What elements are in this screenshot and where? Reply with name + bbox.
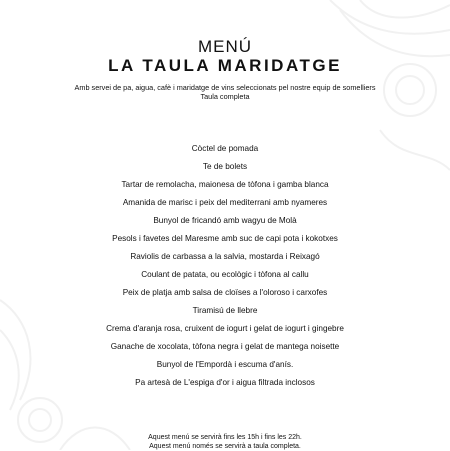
dish-item: Tartar de remolacha, maionesa de tòfona i gamba blanca <box>0 178 450 196</box>
footer-note: Aquest menú només se servirà a taula completa. <box>0 443 450 451</box>
footer-note: Aquest menú se servirà fins les 15h i fins les 22h. <box>0 434 450 443</box>
dish-item: Bunyol de l'Empordà i escuma d'anís. <box>0 358 450 376</box>
dish-item: Coulant de patata, ou ecològic i tòfona al callu <box>0 268 450 286</box>
dish-item: Tiramisú de llebre <box>0 304 450 322</box>
dish-item: Bunyol de fricandó amb wagyu de Molà <box>0 214 450 232</box>
dish-item: Amanida de marisc i peix del mediterrani amb nyameres <box>0 196 450 214</box>
dish-item: Raviolis de carbassa a la salvia, mostarda i Reixagó <box>0 250 450 268</box>
subtitle-line: Taula completa <box>0 92 450 101</box>
dish-item: Ganache de xocolata, tòfona negra i gelat de mantega noisette <box>0 340 450 358</box>
menu-subtitle <box>0 83 450 101</box>
subtitle-line: Amb servei de pa, aigua, cafè i maridatge de vins seleccionats pel nostre equip de somelliers <box>0 83 450 92</box>
menu-label: MENÚ <box>0 38 450 55</box>
dish-item: Còctel de pomada <box>0 142 450 160</box>
dish-item: Te de bolets <box>0 160 450 178</box>
menu-title: LA TAULA MARIDATGE <box>0 57 450 74</box>
dish-item: Peix de platja amb salsa de cloïses a l'oloroso i carxofes <box>0 286 450 304</box>
menu-footer <box>0 434 450 451</box>
dish-list <box>0 142 450 394</box>
dish-item: Pesols i favetes del Maresme amb suc de capi pota i kokotxes <box>0 232 450 250</box>
dish-item: Pa artesà de L'espiga d'or i aigua filtrada inclosos <box>0 376 450 394</box>
dish-item: Crema d'aranja rosa, cruixent de iogurt i gelat de iogurt i gingebre <box>0 322 450 340</box>
